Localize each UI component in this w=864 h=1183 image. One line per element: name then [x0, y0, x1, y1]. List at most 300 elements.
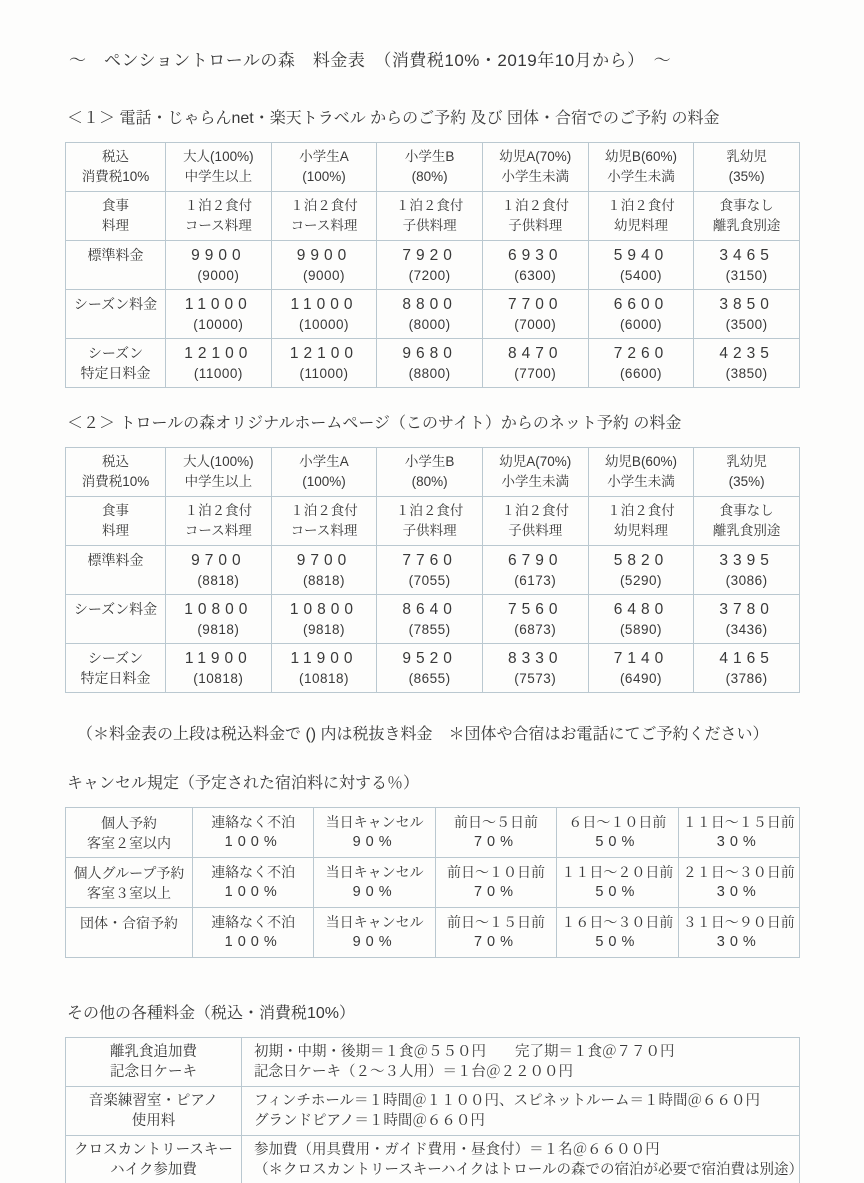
price-cell	[166, 290, 272, 339]
header-line-1: 小学生A	[299, 454, 349, 469]
price-cell	[166, 644, 272, 693]
row-label-line-1: 個人予約	[101, 814, 157, 831]
price-incl-tax: 11000	[184, 296, 252, 313]
cancel-rate: 100%	[224, 934, 282, 950]
cancel-rate: 100%	[224, 884, 282, 900]
price-cell	[482, 339, 588, 388]
fee-detail-line-2: 記念日ケーキ（２～３人用）＝１台＠２２００円	[254, 1064, 573, 1080]
cancel-rate: 90%	[352, 884, 397, 900]
header-line-1: １泊２食付	[501, 503, 570, 518]
price-cell	[271, 644, 377, 693]
cancel-rate: 50%	[595, 884, 640, 900]
price-incl-tax: 3780	[719, 601, 774, 618]
price-cell	[482, 546, 588, 595]
price-incl-tax: 5940	[613, 247, 669, 264]
header-cell	[588, 143, 694, 192]
cancel-rate: 70%	[473, 934, 518, 950]
price-pre-tax: (6873)	[514, 622, 557, 637]
price-cell	[482, 644, 588, 693]
row-label-line-1: 標準料金	[87, 247, 144, 263]
row-label-cell	[66, 1087, 242, 1136]
price-incl-tax: 7760	[402, 552, 457, 569]
price-pre-tax: (8000)	[408, 317, 451, 332]
other-fee-row-music-room	[66, 1087, 800, 1136]
row-label-line-2	[68, 619, 163, 639]
price-incl-tax: 9900	[191, 247, 246, 264]
price-pre-tax: (5290)	[619, 573, 662, 588]
price-cell	[377, 290, 483, 339]
header-cell	[588, 192, 694, 241]
price-row-season-special	[66, 644, 800, 693]
cancel-condition: 前日～１０日前	[446, 864, 545, 880]
price-cell	[377, 339, 483, 388]
row-label-line-1: 標準料金	[87, 552, 144, 568]
cancel-cell	[193, 858, 314, 908]
header-line-2: (80%)	[411, 474, 448, 489]
row-label-cell	[66, 241, 166, 290]
header-line-1: 幼児B(60%)	[604, 454, 677, 469]
price-pre-tax: (7573)	[514, 671, 557, 686]
header-line-1: １泊２食付	[184, 198, 253, 213]
header-line-1: 幼児A(70%)	[499, 454, 572, 469]
price-pre-tax: (9000)	[197, 268, 240, 283]
cancel-rate: 30%	[716, 884, 761, 900]
header-line-2: 中学生以上	[184, 474, 253, 489]
price-table-phone-booking	[65, 142, 800, 388]
price-cell	[271, 339, 377, 388]
header-cell	[482, 497, 588, 546]
header-cell	[694, 497, 800, 546]
header-cell	[482, 192, 588, 241]
header-cell	[588, 497, 694, 546]
header-line-1: 食事	[102, 503, 129, 518]
price-pre-tax: (11000)	[299, 366, 349, 381]
price-cell	[588, 595, 694, 644]
header-line-1: 税込	[102, 149, 129, 164]
cancel-condition: １６日～３０日前	[561, 914, 674, 930]
header-line-2: コース料理	[290, 523, 358, 538]
row-label-cell	[66, 858, 193, 908]
cancel-condition: 当日キャンセル	[325, 914, 424, 930]
price-incl-tax: 7260	[613, 345, 669, 362]
price-cell	[588, 290, 694, 339]
row-label-line-2: 特定日料金	[80, 365, 151, 381]
price-cell	[377, 644, 483, 693]
price-pre-tax: (7000)	[514, 317, 557, 332]
price-pre-tax: (3150)	[725, 268, 768, 283]
price-row-season	[66, 290, 800, 339]
price-row-season	[66, 595, 800, 644]
cancel-cell	[435, 808, 556, 858]
row-label-line-2	[68, 314, 163, 334]
price-incl-tax: 6930	[508, 247, 563, 264]
price-incl-tax: 7560	[508, 601, 563, 618]
price-incl-tax: 6600	[613, 296, 669, 313]
header-cell	[588, 448, 694, 497]
header-cell	[271, 192, 377, 241]
price-cell	[694, 546, 800, 595]
header-line-2: 中学生以上	[184, 169, 253, 184]
tax-note: （＊料金表の上段は税込料金で () 内は税抜き料金 ＊団体や合宿はお電話にてご予約ください）	[77, 726, 769, 743]
cancel-cell	[314, 808, 435, 858]
price-incl-tax: 10800	[289, 601, 359, 618]
header-line-2: 子供料理	[402, 523, 457, 538]
header-cell	[377, 192, 483, 241]
other-fee-row-baby-food-cake	[66, 1038, 800, 1087]
header-cell	[66, 192, 166, 241]
price-pre-tax: (10818)	[193, 671, 244, 686]
header-line-2: (100%)	[302, 169, 346, 184]
cancel-condition: 連絡なく不泊	[211, 864, 296, 880]
price-table-header-row-2	[66, 497, 800, 546]
price-incl-tax: 12100	[289, 345, 359, 362]
header-line-1: 乳幼児	[726, 454, 767, 469]
header-line-2: コース料理	[184, 218, 252, 233]
row-label-cell	[66, 1136, 242, 1183]
price-incl-tax: 3465	[719, 247, 774, 264]
row-label-line-1: 音楽練習室・ピアノ	[88, 1093, 219, 1109]
header-line-2: (100%)	[302, 474, 346, 489]
price-incl-tax: 10800	[184, 601, 253, 618]
price-pre-tax: (10000)	[193, 317, 244, 332]
header-cell	[482, 448, 588, 497]
header-cell	[482, 143, 588, 192]
row-label-cell	[66, 908, 193, 958]
header-line-2: (35%)	[728, 474, 765, 489]
header-line-1: １泊２食付	[607, 198, 675, 213]
price-incl-tax: 4235	[719, 345, 774, 362]
price-incl-tax: 7920	[402, 247, 457, 264]
fee-detail-line-1: 初期・中期・後期＝１食＠５５０円 完了期＝１食＠７７０円	[254, 1044, 675, 1060]
header-cell	[694, 192, 800, 241]
header-line-2: 小学生未満	[501, 169, 570, 184]
header-line-1: １泊２食付	[290, 198, 358, 213]
header-line-2: 子供料理	[508, 218, 563, 233]
row-label-line-2	[68, 570, 163, 590]
section-1-heading: ＜１＞ 電話・じゃらんnet・楽天トラベル からのご予約 及び 団体・合宿でのご予約 の料金	[67, 110, 720, 127]
row-label-cell	[66, 290, 166, 339]
header-line-2: 離乳食別途	[712, 218, 781, 233]
cancel-condition: ３１日～９０日前	[682, 914, 795, 930]
price-cell	[588, 644, 694, 693]
price-incl-tax: 7700	[508, 296, 563, 313]
header-line-2: 料理	[102, 523, 129, 538]
price-table-web-booking	[65, 447, 800, 693]
row-label-line-2	[68, 265, 163, 285]
row-label-line-1: 個人グループ予約	[73, 864, 185, 881]
row-label-line-1: 団体・合宿予約	[80, 914, 178, 931]
price-table-header-row-1	[66, 448, 800, 497]
price-pre-tax: (8800)	[408, 366, 451, 381]
header-line-1: 大人(100%)	[183, 454, 254, 469]
cancel-rate: 30%	[716, 834, 761, 850]
price-pre-tax: (5400)	[619, 268, 662, 283]
price-pre-tax: (3086)	[725, 573, 768, 588]
cancel-rate: 100%	[224, 834, 282, 850]
fee-detail-line-2: グランドピアノ＝１時間＠６６０円	[254, 1113, 485, 1129]
cancel-cell	[557, 858, 678, 908]
cancel-condition: ６日～１０日前	[568, 814, 667, 830]
price-pre-tax: (6000)	[619, 317, 662, 332]
price-incl-tax: 7140	[613, 650, 669, 667]
price-row-season-special	[66, 339, 800, 388]
price-incl-tax: 12100	[184, 345, 253, 362]
price-cell	[482, 290, 588, 339]
header-line-2: 子供料理	[508, 523, 563, 538]
header-line-1: １泊２食付	[395, 503, 464, 518]
row-label-line-2: 客室２室以内	[87, 834, 171, 851]
section-2-heading: ＜２＞ トロールの森オリジナルホームページ（このサイト）からのネット予約 の料金	[67, 415, 682, 432]
price-incl-tax: 9700	[191, 552, 246, 569]
price-cell	[166, 595, 272, 644]
price-incl-tax: 9680	[402, 345, 457, 362]
header-line-1: １泊２食付	[290, 503, 358, 518]
cancel-cell	[193, 908, 314, 958]
header-cell	[377, 448, 483, 497]
header-cell	[166, 143, 272, 192]
cancel-rate: 90%	[352, 934, 397, 950]
price-cell	[694, 339, 800, 388]
price-incl-tax: 9520	[402, 650, 457, 667]
row-label-cell	[66, 1038, 242, 1087]
cancel-cell	[678, 908, 799, 958]
price-cell	[377, 241, 483, 290]
header-line-1: 小学生B	[404, 454, 455, 469]
price-incl-tax: 6790	[508, 552, 563, 569]
row-label-line-1: シーズン	[87, 345, 144, 361]
row-label-line-1: シーズン料金	[73, 601, 158, 617]
cancel-condition: 連絡なく不泊	[211, 914, 296, 930]
cancel-policy-heading: キャンセル規定（予定された宿泊料に対する％）	[67, 775, 420, 792]
price-pre-tax: (7700)	[514, 366, 557, 381]
header-line-2: 幼児料理	[613, 523, 668, 538]
header-cell	[66, 143, 166, 192]
header-cell	[694, 143, 800, 192]
header-cell	[166, 192, 272, 241]
header-cell	[166, 448, 272, 497]
header-line-2: (35%)	[728, 169, 765, 184]
other-fee-row-ski-hike	[66, 1136, 800, 1183]
row-label-line-1: クロスカントリースキー	[74, 1142, 233, 1158]
cancel-rate: 50%	[595, 834, 640, 850]
row-label-line-2: 客室３室以上	[87, 884, 171, 901]
header-line-1: １泊２食付	[184, 503, 253, 518]
header-line-2: 消費税10%	[81, 169, 150, 184]
cancel-cell	[193, 808, 314, 858]
price-pre-tax: (9000)	[302, 268, 345, 283]
cancel-cell	[314, 908, 435, 958]
header-line-1: 食事	[102, 198, 129, 213]
header-line-2: 幼児料理	[613, 218, 668, 233]
price-incl-tax: 8800	[402, 296, 457, 313]
cancel-condition: １１日～１５日前	[682, 814, 795, 830]
price-pre-tax: (3850)	[725, 366, 768, 381]
row-label-cell	[66, 595, 166, 644]
price-pre-tax: (8818)	[197, 573, 240, 588]
row-label-line-2: 特定日料金	[80, 670, 151, 686]
cancel-condition: 当日キャンセル	[325, 864, 424, 880]
price-cell	[166, 546, 272, 595]
cancel-condition: ２１日～３０日前	[682, 864, 795, 880]
price-incl-tax: 11000	[290, 296, 358, 313]
price-pre-tax: (7055)	[408, 573, 451, 588]
price-pre-tax: (6600)	[619, 366, 662, 381]
cancel-cell	[678, 808, 799, 858]
price-row-standard	[66, 241, 800, 290]
header-line-2: コース料理	[290, 218, 358, 233]
cancel-condition: 前日～１５日前	[446, 914, 545, 930]
fee-detail-line-1: フィンチホール＝１時間＠１１００円、スピネットルーム＝１時間＠６６０円	[254, 1093, 761, 1109]
fee-detail-line-2: （＊クロスカントリースキーハイクはトロールの森での宿泊が必要で宿泊費は別途）	[254, 1162, 803, 1178]
fee-detail-cell	[242, 1136, 803, 1183]
price-cell	[694, 241, 800, 290]
price-incl-tax: 3395	[719, 552, 774, 569]
price-pre-tax: (5890)	[619, 622, 662, 637]
price-pre-tax: (11000)	[193, 366, 243, 381]
header-line-2: 消費税10%	[81, 474, 150, 489]
price-pre-tax: (3786)	[725, 671, 768, 686]
cancel-rate: 90%	[352, 834, 397, 850]
header-cell	[377, 143, 483, 192]
header-line-2: 小学生未満	[501, 474, 570, 489]
header-line-1: 税込	[102, 454, 129, 469]
fee-detail-cell	[242, 1038, 800, 1087]
header-line-1: １泊２食付	[395, 198, 464, 213]
row-label-line-2: 記念日ケーキ	[110, 1064, 197, 1080]
price-incl-tax: 9900	[296, 247, 352, 264]
cancel-condition: １１日～２０日前	[561, 864, 674, 880]
price-cell	[588, 339, 694, 388]
header-line-1: 大人(100%)	[183, 149, 254, 164]
price-pre-tax: (9818)	[197, 622, 240, 637]
price-incl-tax: 8640	[402, 601, 457, 618]
price-cell	[694, 595, 800, 644]
row-label-cell	[66, 808, 193, 858]
cancel-row-group	[66, 858, 800, 908]
price-cell	[694, 644, 800, 693]
price-incl-tax: 6480	[613, 601, 669, 618]
cancel-condition: 前日～５日前	[453, 814, 538, 830]
header-line-2: 料理	[102, 218, 129, 233]
header-cell	[271, 143, 377, 192]
price-incl-tax: 8470	[508, 345, 563, 362]
cancel-rate: 70%	[473, 884, 518, 900]
price-incl-tax: 4165	[719, 650, 774, 667]
row-label-line-1: シーズン料金	[73, 296, 158, 312]
cancel-row-individual	[66, 808, 800, 858]
header-line-2: 小学生未満	[607, 169, 675, 184]
price-table-header-row-2	[66, 192, 800, 241]
cancel-cell	[678, 858, 799, 908]
cancel-row-organization	[66, 908, 800, 958]
price-incl-tax: 3850	[719, 296, 774, 313]
header-line-2: 小学生未満	[607, 474, 675, 489]
page-title: ～ ペンショントロールの森 料金表 （消費税10%・2019年10月から） ～	[69, 51, 672, 70]
cancel-condition: 当日キャンセル	[325, 814, 424, 830]
cancel-cell	[314, 858, 435, 908]
header-cell	[66, 448, 166, 497]
header-line-1: 食事なし	[719, 503, 774, 518]
price-incl-tax: 11900	[290, 650, 358, 667]
price-cell	[482, 595, 588, 644]
header-line-2: (80%)	[411, 169, 448, 184]
price-pre-tax: (7200)	[408, 268, 451, 283]
row-label-cell	[66, 339, 166, 388]
price-table-header-row-1	[66, 143, 800, 192]
price-incl-tax: 11900	[184, 650, 252, 667]
header-line-1: 小学生A	[299, 149, 349, 164]
header-line-1: 小学生B	[404, 149, 455, 164]
price-row-standard	[66, 546, 800, 595]
cancel-cell	[435, 908, 556, 958]
price-cell	[166, 241, 272, 290]
price-pre-tax: (8818)	[302, 573, 345, 588]
header-cell	[271, 448, 377, 497]
header-line-2: 離乳食別途	[712, 523, 781, 538]
price-pre-tax: (9818)	[302, 622, 345, 637]
row-label-line-2: ハイク参加費	[110, 1162, 197, 1178]
price-pre-tax: (3436)	[725, 622, 768, 637]
price-pre-tax: (10000)	[298, 317, 349, 332]
cancel-cell	[557, 808, 678, 858]
header-line-1: 幼児B(60%)	[604, 149, 677, 164]
header-line-1: １泊２食付	[501, 198, 570, 213]
price-cell	[377, 546, 483, 595]
price-pre-tax: (8655)	[408, 671, 451, 686]
header-line-1: 乳幼児	[726, 149, 767, 164]
cancel-policy-table	[65, 807, 800, 958]
cancel-cell	[435, 858, 556, 908]
price-incl-tax: 8330	[508, 650, 563, 667]
other-fees-table	[65, 1037, 803, 1183]
row-label-line-2	[68, 933, 190, 953]
price-pre-tax: (6490)	[619, 671, 662, 686]
header-cell	[271, 497, 377, 546]
row-label-line-1: シーズン	[87, 650, 144, 666]
price-incl-tax: 9700	[296, 552, 352, 569]
row-label-cell	[66, 644, 166, 693]
cancel-rate: 30%	[716, 934, 761, 950]
price-cell	[377, 595, 483, 644]
header-cell	[377, 497, 483, 546]
header-line-1: １泊２食付	[607, 503, 675, 518]
header-line-2: 子供料理	[402, 218, 457, 233]
header-cell	[66, 497, 166, 546]
price-cell	[271, 595, 377, 644]
price-pre-tax: (3500)	[725, 317, 768, 332]
header-line-1: 食事なし	[719, 198, 774, 213]
header-line-2: コース料理	[184, 523, 252, 538]
price-pre-tax: (6173)	[514, 573, 557, 588]
price-cell	[482, 241, 588, 290]
row-label-cell	[66, 546, 166, 595]
cancel-cell	[557, 908, 678, 958]
fee-detail-cell	[242, 1087, 800, 1136]
price-pre-tax: (10818)	[298, 671, 349, 686]
cancel-rate: 50%	[595, 934, 640, 950]
fee-detail-line-1: 参加費（用具費用・ガイド費用・昼食付）＝１名＠６６００円	[254, 1142, 660, 1158]
header-cell	[166, 497, 272, 546]
price-incl-tax: 5820	[613, 552, 669, 569]
other-fees-heading: その他の各種料金（税込・消費税10%）	[67, 1005, 356, 1022]
cancel-rate: 70%	[473, 834, 518, 850]
price-cell	[271, 546, 377, 595]
price-cell	[271, 241, 377, 290]
price-cell	[166, 339, 272, 388]
header-cell	[694, 448, 800, 497]
cancel-condition: 連絡なく不泊	[211, 814, 296, 830]
price-cell	[271, 290, 377, 339]
